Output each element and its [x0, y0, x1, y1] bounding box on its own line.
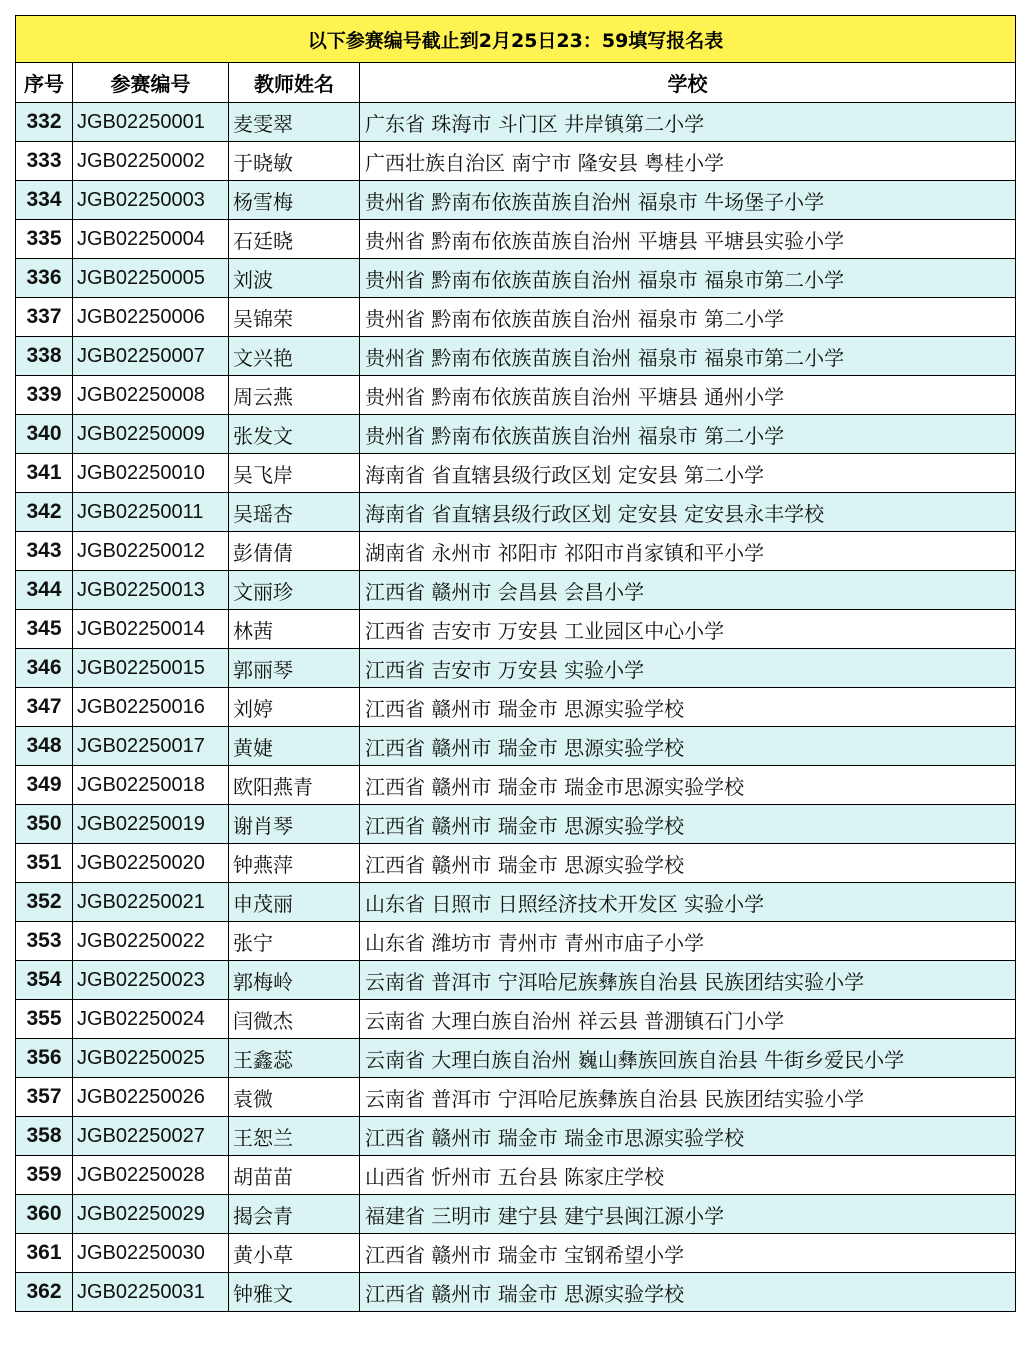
table-title: 以下参赛编号截止到2月25日23：59填写报名表: [16, 16, 1016, 63]
row-code: JGB02250023: [73, 961, 229, 1000]
row-teacher-name: 石廷晓: [229, 220, 360, 259]
row-school: 江西省 赣州市 瑞金市 思源实验学校: [360, 805, 1016, 844]
table-row: [16, 1273, 1016, 1312]
row-school: 广西壮族自治区 南宁市 隆安县 粤桂小学: [360, 142, 1016, 181]
row-school: 贵州省 黔南布依族苗族自治州 福泉市 福泉市第二小学: [360, 337, 1016, 376]
row-school: 贵州省 黔南布依族苗族自治州 平塘县 平塘县实验小学: [360, 220, 1016, 259]
row-seq: 351: [16, 844, 73, 883]
row-school: 贵州省 黔南布依族苗族自治州 平塘县 通州小学: [360, 376, 1016, 415]
row-code: JGB02250030: [73, 1234, 229, 1273]
row-code: JGB02250021: [73, 883, 229, 922]
row-seq: 342: [16, 493, 73, 532]
row-teacher-name: 文兴艳: [229, 337, 360, 376]
row-teacher-name: 林茜: [229, 610, 360, 649]
row-school: 江西省 赣州市 瑞金市 宝钢希望小学: [360, 1234, 1016, 1273]
row-code: JGB02250005: [73, 259, 229, 298]
row-code: JGB02250012: [73, 532, 229, 571]
row-teacher-name: 申茂丽: [229, 883, 360, 922]
table-body: [16, 103, 1016, 1312]
row-seq: 354: [16, 961, 73, 1000]
row-school: 贵州省 黔南布依族苗族自治州 福泉市 牛场堡子小学: [360, 181, 1016, 220]
table-row: [16, 883, 1016, 922]
row-code: JGB02250026: [73, 1078, 229, 1117]
row-code: JGB02250008: [73, 376, 229, 415]
row-teacher-name: 钟燕萍: [229, 844, 360, 883]
table-row: [16, 415, 1016, 454]
row-seq: 356: [16, 1039, 73, 1078]
table-row: [16, 961, 1016, 1000]
row-seq: 357: [16, 1078, 73, 1117]
row-code: JGB02250016: [73, 688, 229, 727]
table-row: [16, 454, 1016, 493]
row-code: JGB02250009: [73, 415, 229, 454]
row-school: 江西省 赣州市 瑞金市 思源实验学校: [360, 727, 1016, 766]
row-school: 海南省 省直辖县级行政区划 定安县 定安县永丰学校: [360, 493, 1016, 532]
row-teacher-name: 胡苗苗: [229, 1156, 360, 1195]
table-row: [16, 1117, 1016, 1156]
row-school: 江西省 赣州市 瑞金市 思源实验学校: [360, 1273, 1016, 1312]
row-seq: 344: [16, 571, 73, 610]
row-teacher-name: 王恕兰: [229, 1117, 360, 1156]
row-seq: 345: [16, 610, 73, 649]
row-seq: 333: [16, 142, 73, 181]
table-row: [16, 298, 1016, 337]
row-seq: 362: [16, 1273, 73, 1312]
row-school: 江西省 吉安市 万安县 工业园区中心小学: [360, 610, 1016, 649]
row-teacher-name: 吴锦荣: [229, 298, 360, 337]
row-school: 江西省 赣州市 瑞金市 思源实验学校: [360, 844, 1016, 883]
row-seq: 346: [16, 649, 73, 688]
row-teacher-name: 彭倩倩: [229, 532, 360, 571]
row-teacher-name: 吴飞岸: [229, 454, 360, 493]
row-teacher-name: 钟雅文: [229, 1273, 360, 1312]
table-row: [16, 1195, 1016, 1234]
row-seq: 337: [16, 298, 73, 337]
row-teacher-name: 郭丽琴: [229, 649, 360, 688]
table-row: [16, 649, 1016, 688]
table-row: [16, 1156, 1016, 1195]
row-school: 山东省 潍坊市 青州市 青州市庙子小学: [360, 922, 1016, 961]
row-teacher-name: 闫微杰: [229, 1000, 360, 1039]
row-seq: 352: [16, 883, 73, 922]
row-seq: 349: [16, 766, 73, 805]
table-row: [16, 688, 1016, 727]
row-school: 江西省 赣州市 会昌县 会昌小学: [360, 571, 1016, 610]
row-code: JGB02250017: [73, 727, 229, 766]
row-teacher-name: 黄小草: [229, 1234, 360, 1273]
row-code: JGB02250014: [73, 610, 229, 649]
row-code: JGB02250029: [73, 1195, 229, 1234]
row-teacher-name: 张发文: [229, 415, 360, 454]
table-row: [16, 220, 1016, 259]
row-seq: 353: [16, 922, 73, 961]
row-code: JGB02250024: [73, 1000, 229, 1039]
header-code: 参赛编号: [73, 63, 229, 103]
row-school: 湖南省 永州市 祁阳市 祁阳市肖家镇和平小学: [360, 532, 1016, 571]
row-teacher-name: 于晓敏: [229, 142, 360, 181]
row-code: JGB02250022: [73, 922, 229, 961]
row-school: 云南省 普洱市 宁洱哈尼族彝族自治县 民族团结实验小学: [360, 1078, 1016, 1117]
row-seq: 360: [16, 1195, 73, 1234]
row-teacher-name: 揭会青: [229, 1195, 360, 1234]
table-row: [16, 805, 1016, 844]
row-seq: 358: [16, 1117, 73, 1156]
row-code: JGB02250006: [73, 298, 229, 337]
row-seq: 334: [16, 181, 73, 220]
table-row: [16, 376, 1016, 415]
row-teacher-name: 袁微: [229, 1078, 360, 1117]
table-row: [16, 844, 1016, 883]
row-school: 山西省 忻州市 五台县 陈家庄学校: [360, 1156, 1016, 1195]
row-seq: 350: [16, 805, 73, 844]
row-code: JGB02250020: [73, 844, 229, 883]
table-row: [16, 259, 1016, 298]
row-code: JGB02250003: [73, 181, 229, 220]
row-teacher-name: 刘波: [229, 259, 360, 298]
row-seq: 347: [16, 688, 73, 727]
row-teacher-name: 谢肖琴: [229, 805, 360, 844]
table-row: [16, 337, 1016, 376]
row-seq: 348: [16, 727, 73, 766]
row-school: 贵州省 黔南布依族苗族自治州 福泉市 福泉市第二小学: [360, 259, 1016, 298]
row-teacher-name: 文丽珍: [229, 571, 360, 610]
row-code: JGB02250027: [73, 1117, 229, 1156]
table-row: [16, 1039, 1016, 1078]
table-row: [16, 103, 1016, 142]
row-teacher-name: 张宁: [229, 922, 360, 961]
row-code: JGB02250010: [73, 454, 229, 493]
row-seq: 338: [16, 337, 73, 376]
row-seq: 359: [16, 1156, 73, 1195]
row-code: JGB02250025: [73, 1039, 229, 1078]
table-row: [16, 1234, 1016, 1273]
header-school: 学校: [360, 63, 1016, 103]
row-teacher-name: 郭梅岭: [229, 961, 360, 1000]
table-row: [16, 181, 1016, 220]
row-seq: 340: [16, 415, 73, 454]
row-seq: 336: [16, 259, 73, 298]
row-teacher-name: 欧阳燕青: [229, 766, 360, 805]
row-code: JGB02250007: [73, 337, 229, 376]
row-teacher-name: 刘婷: [229, 688, 360, 727]
table-row: [16, 571, 1016, 610]
row-school: 云南省 大理白族自治州 巍山彝族回族自治县 牛街乡爱民小学: [360, 1039, 1016, 1078]
table-row: [16, 922, 1016, 961]
row-school: 江西省 吉安市 万安县 实验小学: [360, 649, 1016, 688]
row-code: JGB02250002: [73, 142, 229, 181]
row-seq: 335: [16, 220, 73, 259]
row-school: 江西省 赣州市 瑞金市 思源实验学校: [360, 688, 1016, 727]
registration-table-sheet: [15, 15, 1015, 1312]
header-teacher-name: 教师姓名: [229, 63, 360, 103]
row-school: 江西省 赣州市 瑞金市 瑞金市思源实验学校: [360, 766, 1016, 805]
table-row: [16, 727, 1016, 766]
row-teacher-name: 黄婕: [229, 727, 360, 766]
row-seq: 332: [16, 103, 73, 142]
row-teacher-name: 周云燕: [229, 376, 360, 415]
row-code: JGB02250001: [73, 103, 229, 142]
row-seq: 355: [16, 1000, 73, 1039]
table-row: [16, 610, 1016, 649]
row-school: 福建省 三明市 建宁县 建宁县闽江源小学: [360, 1195, 1016, 1234]
row-school: 江西省 赣州市 瑞金市 瑞金市思源实验学校: [360, 1117, 1016, 1156]
row-school: 海南省 省直辖县级行政区划 定安县 第二小学: [360, 454, 1016, 493]
row-seq: 339: [16, 376, 73, 415]
table-row: [16, 532, 1016, 571]
row-code: JGB02250028: [73, 1156, 229, 1195]
table-row: [16, 493, 1016, 532]
row-code: JGB02250031: [73, 1273, 229, 1312]
row-school: 云南省 普洱市 宁洱哈尼族彝族自治县 民族团结实验小学: [360, 961, 1016, 1000]
table-row: [16, 142, 1016, 181]
row-school: 广东省 珠海市 斗门区 井岸镇第二小学: [360, 103, 1016, 142]
header-row: [16, 63, 1016, 103]
row-school: 山东省 日照市 日照经济技术开发区 实验小学: [360, 883, 1016, 922]
row-code: JGB02250004: [73, 220, 229, 259]
row-code: JGB02250015: [73, 649, 229, 688]
registration-table: [15, 15, 1016, 1312]
header-seq: 序号: [16, 63, 73, 103]
row-code: JGB02250011: [73, 493, 229, 532]
row-seq: 361: [16, 1234, 73, 1273]
row-seq: 343: [16, 532, 73, 571]
table-row: [16, 1000, 1016, 1039]
row-code: JGB02250018: [73, 766, 229, 805]
row-code: JGB02250019: [73, 805, 229, 844]
row-teacher-name: 杨雪梅: [229, 181, 360, 220]
row-teacher-name: 吴瑶杏: [229, 493, 360, 532]
table-row: [16, 1078, 1016, 1117]
row-school: 贵州省 黔南布依族苗族自治州 福泉市 第二小学: [360, 415, 1016, 454]
row-code: JGB02250013: [73, 571, 229, 610]
row-school: 云南省 大理白族自治州 祥云县 普淜镇石门小学: [360, 1000, 1016, 1039]
table-row: [16, 766, 1016, 805]
row-teacher-name: 王鑫蕊: [229, 1039, 360, 1078]
row-school: 贵州省 黔南布依族苗族自治州 福泉市 第二小学: [360, 298, 1016, 337]
row-seq: 341: [16, 454, 73, 493]
row-teacher-name: 麦雯翠: [229, 103, 360, 142]
